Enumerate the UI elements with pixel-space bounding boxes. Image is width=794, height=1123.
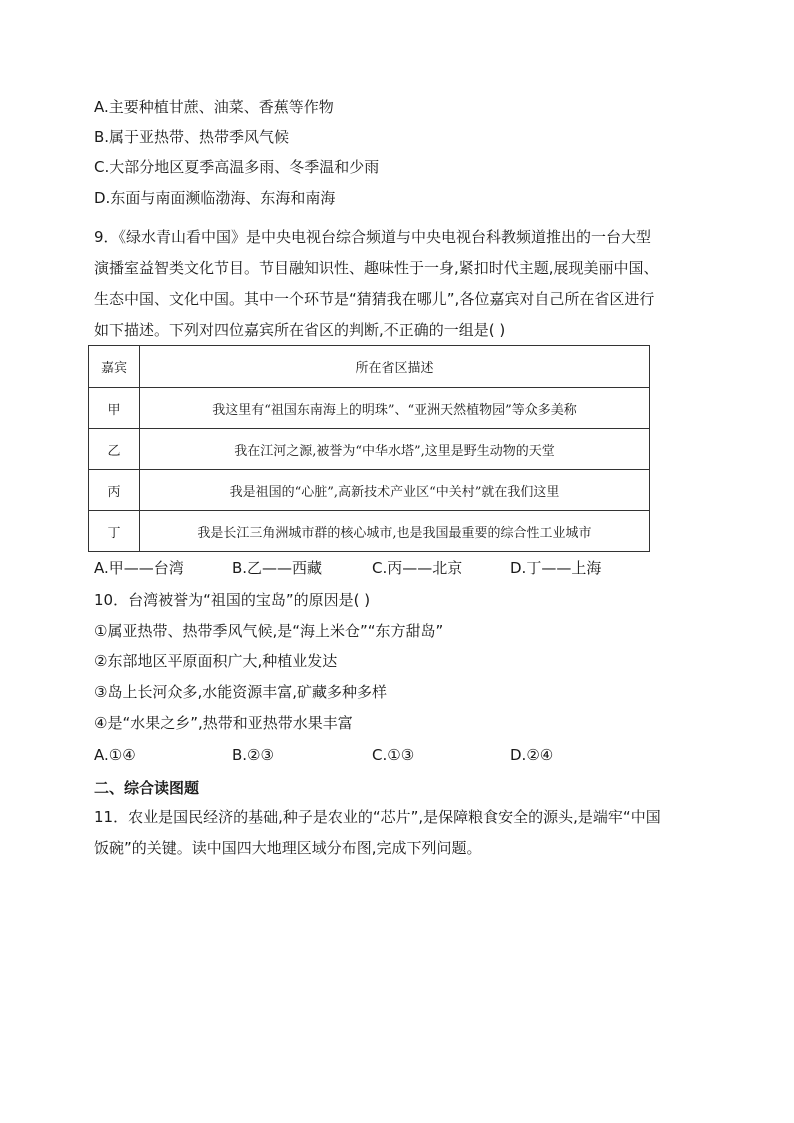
q8-option-d: D.东面与南面濒临渤海、东海和南海 <box>94 189 336 207</box>
table-row <box>89 470 650 511</box>
q10-option-a: A.①④ <box>94 746 136 764</box>
guest-description-table <box>88 345 650 552</box>
q9-line: 如下描述。下列对四位嘉宾所在省区的判断,不正确的一组是( ) <box>94 321 506 339</box>
q10-option-d: D.②④ <box>510 746 554 764</box>
q8-option-c: C.大部分地区夏季高温多雨、冬季温和少雨 <box>94 158 380 176</box>
table-cell-description: 我在江河之源,被誉为“中华水塔”,这里是野生动物的天堂 <box>140 429 650 470</box>
q10-statement-2: ②东部地区平原面积广大,种植业发达 <box>94 652 338 670</box>
table-row <box>89 388 650 429</box>
q11-line: 11．农业是国民经济的基础,种子是农业的“芯片”,是保障粮食安全的源头,是端牢“中国 <box>94 808 661 826</box>
section-heading: 二、综合读图题 <box>94 779 200 797</box>
q9-question <box>94 222 704 346</box>
table-cell-guest: 丁 <box>89 511 140 552</box>
q10-option-c: C.①③ <box>372 746 415 764</box>
table-header-guest: 嘉宾 <box>89 346 140 388</box>
q9-option-c: C.丙——北京 <box>372 559 463 577</box>
q10-statement-3: ③岛上长河众多,水能资源丰富,矿藏多种多样 <box>94 683 387 701</box>
q9-line: 演播室益智类文化节目。节目融知识性、趣味性于一身,紧扣时代主题,展现美丽中国、 <box>94 259 659 277</box>
q10-question: 10．台湾被誉为“祖国的宝岛”的原因是( ) <box>94 591 371 609</box>
q9-line: 生态中国、文化中国。其中一个环节是“猜猜我在哪儿”,各位嘉宾对自己所在省区进行 <box>94 290 655 308</box>
q9-option-b: B.乙——西藏 <box>232 559 323 577</box>
table-header-description: 所在省区描述 <box>140 346 650 388</box>
q10-option-b: B.②③ <box>232 746 274 764</box>
q9-line: 9．《绿水青山看中国》是中央电视台综合频道与中央电视台科教频道推出的一台大型 <box>94 228 652 246</box>
table-cell-description: 我是长江三角洲城市群的核心城市,也是我国最重要的综合性工业城市 <box>140 511 650 552</box>
table-cell-guest: 丙 <box>89 470 140 511</box>
q10-statement-1: ①属亚热带、热带季风气候,是“海上米仓”“东方甜岛” <box>94 622 444 640</box>
table-cell-guest: 乙 <box>89 429 140 470</box>
table-row <box>89 511 650 552</box>
q9-option-a: A.甲——台湾 <box>94 559 184 577</box>
q11-question <box>94 802 704 864</box>
q10-statement-4: ④是“水果之乡”,热带和亚热带水果丰富 <box>94 714 353 732</box>
table-row <box>89 429 650 470</box>
q8-option-a: A.主要种植甘蔗、油菜、香蕉等作物 <box>94 98 334 116</box>
q9-option-d: D.丁——上海 <box>510 559 602 577</box>
table-cell-description: 我是祖国的“心脏”,高新技术产业区“中关村”就在我们这里 <box>140 470 650 511</box>
table-cell-description: 我这里有“祖国东南海上的明珠”、“亚洲天然植物园”等众多美称 <box>140 388 650 429</box>
table-header-row <box>89 346 650 388</box>
q8-option-b: B.属于亚热带、热带季风气候 <box>94 128 290 146</box>
table-cell-guest: 甲 <box>89 388 140 429</box>
q11-line: 饭碗”的关键。读中国四大地理区域分布图,完成下列问题。 <box>94 839 482 857</box>
